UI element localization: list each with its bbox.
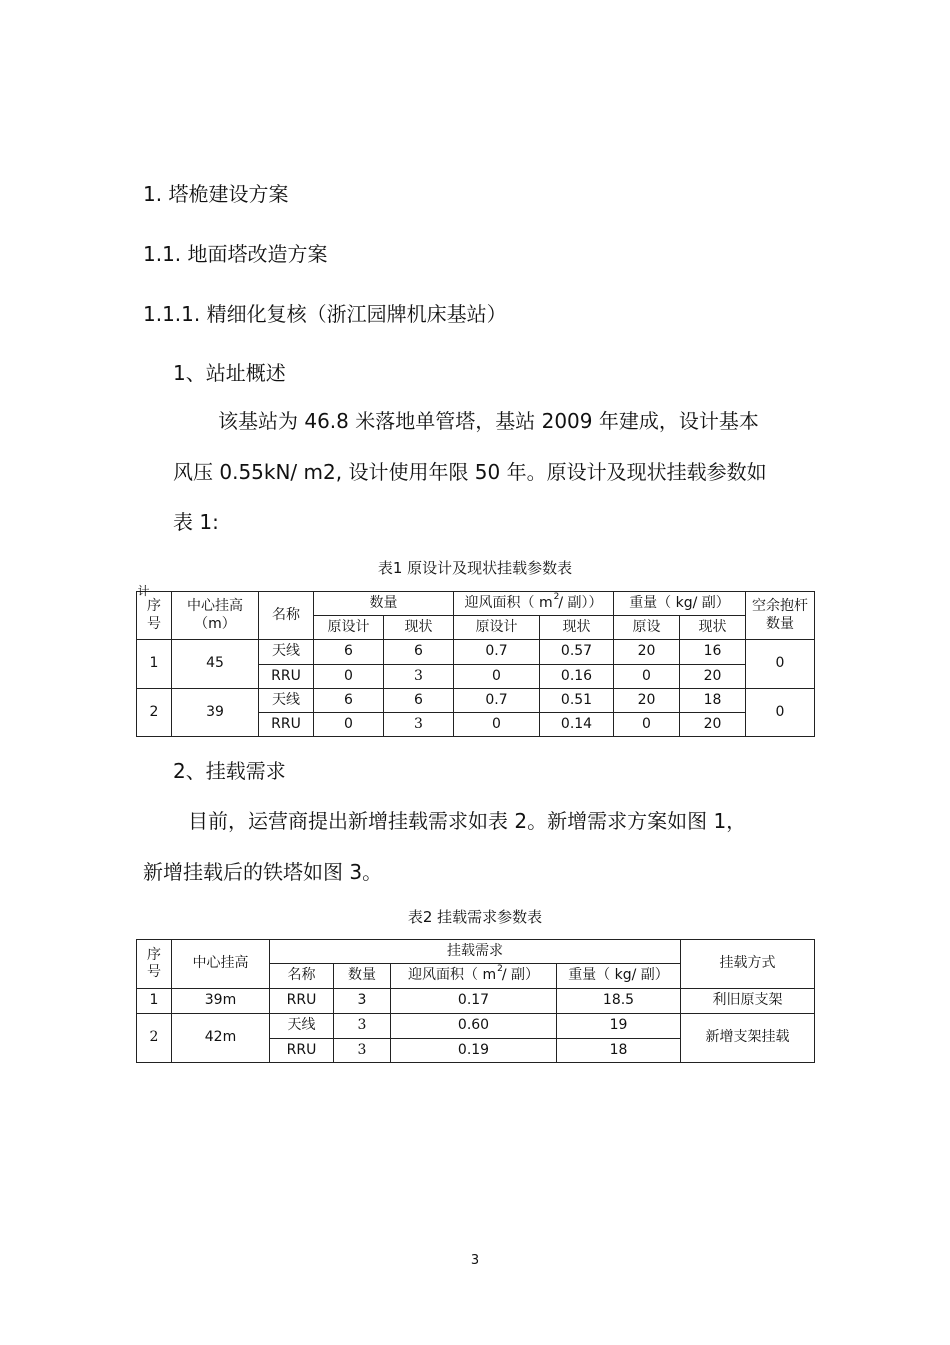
cell-weight-orig: 0 (614, 665, 680, 689)
cell-seq: 2 (137, 689, 172, 737)
cell-qty: 3 (334, 989, 391, 1014)
cell-name: 天线 (270, 1014, 334, 1039)
subheader-qty: 数量 (334, 964, 391, 989)
cell-wind-orig: 0.7 (454, 640, 540, 665)
subheader-orig: 原设计 (314, 616, 384, 640)
cell-qty-orig: 6 (314, 640, 384, 665)
cell-weight: 19 (557, 1014, 681, 1039)
col-header-wind-area: 迎风面积（ $m^2/$ 副）） (454, 592, 614, 616)
cell-height: 39 (172, 689, 259, 737)
col-header-need: 挂载需求 (270, 940, 681, 964)
cell-weight-orig: 20 (614, 640, 680, 665)
page-number: 3 (470, 1253, 480, 1268)
cell-name: RRU (270, 989, 334, 1014)
cell-wind-orig: 0 (454, 713, 540, 737)
cell-weight-curr: 16 (680, 640, 746, 665)
cell-name: RRU (259, 665, 314, 689)
heading-level3: 1.1.1. 精细化复核（浙江园牌机床基站） (143, 302, 507, 326)
cell-weight-orig: 20 (614, 689, 680, 713)
col-header-height: 中心挂高 (172, 940, 270, 989)
cell-weight: 18.5 (557, 989, 681, 1014)
cell-wind-orig: 0.7 (454, 689, 540, 713)
col-header-seq: 序号 (137, 592, 172, 640)
cell-height: 45 (172, 640, 259, 689)
cell-height: 39m (172, 989, 270, 1014)
heading-level2: 1.1. 地面塔改造方案 (143, 242, 328, 266)
col-header-seq: 序号 (137, 940, 172, 989)
paragraph-line: 表 1: (173, 510, 219, 534)
cell-spare: 0 (746, 689, 815, 737)
section-title-site-overview: 1、站址概述 (173, 361, 286, 385)
cell-qty-curr: 6 (384, 689, 454, 713)
cell-qty-curr: 6 (384, 640, 454, 665)
subheader-wind-area: 迎风面积（ $m^2/$ 副） (391, 964, 557, 989)
cell-wind-curr: 0.16 (540, 665, 614, 689)
cell-seq: 2 (137, 1014, 172, 1063)
cell-seq: 1 (137, 640, 172, 689)
table2-caption: 表2 挂载需求参数表 (407, 908, 543, 926)
col-header-method: 挂载方式 (681, 940, 815, 989)
cell-height: 42m (172, 1014, 270, 1063)
cell-wind: 0.60 (391, 1014, 557, 1039)
cell-name: RRU (259, 713, 314, 737)
cell-weight-curr: 20 (680, 665, 746, 689)
cell-name: 天线 (259, 640, 314, 665)
cell-qty-orig: 6 (314, 689, 384, 713)
cell-qty: 3 (334, 1014, 391, 1039)
col-header-weight: 重量（ kg/ 副） (614, 592, 746, 616)
cell-weight-curr: 18 (680, 689, 746, 713)
subheader-curr: 现状 (680, 616, 746, 640)
table1-caption: 表1 原设计及现状挂载参数表 (377, 559, 573, 577)
cell-spare: 0 (746, 640, 815, 689)
cell-wind: 0.19 (391, 1039, 557, 1063)
cell-wind: 0.17 (391, 989, 557, 1014)
cell-wind-curr: 0.57 (540, 640, 614, 665)
cell-method: 新增支架挂载 (681, 1014, 815, 1063)
cell-qty-curr: 3 (384, 713, 454, 737)
subheader-orig: 原设 计 (614, 616, 680, 640)
cell-qty: 3 (334, 1039, 391, 1063)
paragraph-line: 风压 0.55kN/ m2, 设计使用年限 50 年。原设计及现状挂载参数如 (173, 460, 767, 484)
col-header-qty: 数量 (314, 592, 454, 616)
paragraph-line: 该基站为 46.8 米落地单管塔，基站 2009 年建成，设计基本 (218, 409, 759, 433)
cell-weight-curr: 20 (680, 713, 746, 737)
paragraph-line: 目前，运营商提出新增挂载需求如表 2。新增需求方案如图 1， (188, 809, 747, 833)
table2 (136, 939, 815, 1063)
cell-seq: 1 (137, 989, 172, 1014)
cell-method: 利旧原支架 (681, 989, 815, 1014)
table-row (137, 1014, 815, 1039)
table1 (136, 583, 815, 737)
cell-wind-curr: 0.51 (540, 689, 614, 713)
paragraph-line: 新增挂载后的铁塔如图 3。 (143, 860, 383, 884)
col-header-spare: 空余抱杆数量 (746, 592, 815, 640)
subheader-weight: 重量（ kg/ 副） (557, 964, 681, 989)
col-header-height: 中心挂高（m） (172, 592, 259, 640)
subheader-orig: 原设计 (454, 616, 540, 640)
table-row (137, 640, 815, 665)
section-title-mount-needs: 2、挂载需求 (173, 759, 286, 783)
cell-qty-orig: 0 (314, 713, 384, 737)
cell-weight: 18 (557, 1039, 681, 1063)
subheader-name: 名称 (270, 964, 334, 989)
subheader-curr: 现状 (540, 616, 614, 640)
table-row (137, 989, 815, 1014)
heading-level1: 1. 塔桅建设方案 (143, 182, 289, 206)
cell-name: 天线 (259, 689, 314, 713)
cell-weight-orig: 0 (614, 713, 680, 737)
subheader-curr: 现状 (384, 616, 454, 640)
cell-name: RRU (270, 1039, 334, 1063)
cell-wind-curr: 0.14 (540, 713, 614, 737)
cell-qty-orig: 0 (314, 665, 384, 689)
col-header-name: 名称 (259, 592, 314, 640)
table-row (137, 689, 815, 713)
cell-qty-curr: 3 (384, 665, 454, 689)
cell-wind-orig: 0 (454, 665, 540, 689)
